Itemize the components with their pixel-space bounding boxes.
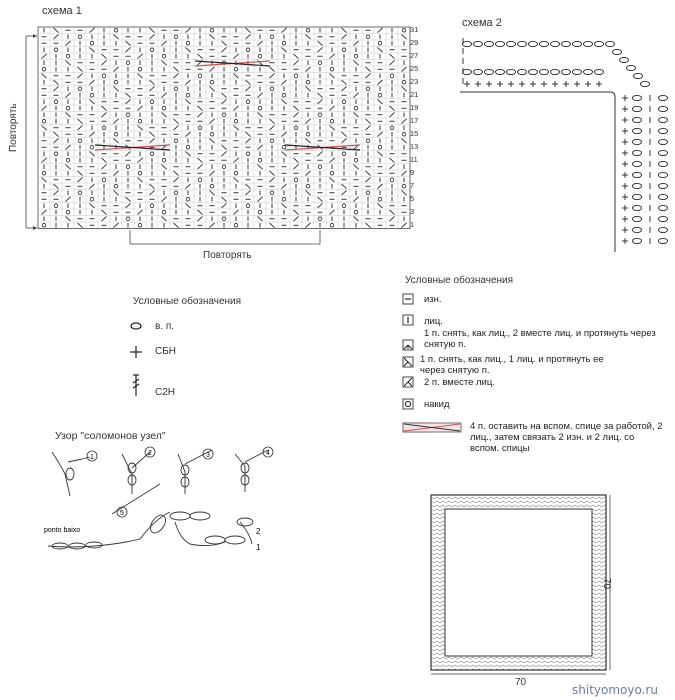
scheme1-chart: [0, 18, 440, 268]
row-number: 7: [410, 181, 415, 190]
row-number: 11: [410, 155, 418, 164]
legend-sbn: СБН: [155, 346, 177, 357]
row-1-label: 1: [256, 543, 261, 552]
row-2-label: 2: [256, 527, 261, 536]
row-number: 3: [410, 207, 415, 216]
step-4: 4: [266, 450, 270, 457]
oval-icon: [131, 323, 141, 329]
ssk-icon: [404, 358, 412, 366]
watermark: shityomoyo.ru: [572, 683, 658, 697]
legend-ssk: 1 п. снять, как лиц., 1 лиц. и протянуть ее через снятую п.: [420, 354, 604, 376]
legend-crochet-title: Условные обозначения: [133, 296, 242, 307]
repeat-horizontal-label: Повторять: [203, 250, 252, 261]
legend-cable: 4 п. оставить на вспом. спице за работой, 2 лиц., затем связать 2 изн. и 2 лиц. со вспом. спицы: [470, 421, 663, 454]
row-number: 13: [410, 142, 419, 151]
step-1: 1: [90, 454, 94, 461]
step-5: 5: [120, 510, 124, 517]
row-number: 23: [410, 77, 419, 86]
legend-vp: в. п.: [155, 321, 175, 332]
repeat-vertical-label: Повторять: [8, 103, 19, 152]
width-label: 70: [515, 677, 527, 688]
height-label: 70: [601, 578, 612, 590]
legend-s2n: С2Н: [155, 387, 176, 398]
solomon-title: Узор "соломонов узел": [55, 430, 166, 442]
k2tog-icon: [404, 378, 412, 386]
yarn-over-icon: [405, 401, 410, 406]
legend-double-decrease: 1 п. снять, как лиц., 2 вместе лиц. и протянуть через снятую п.: [424, 328, 656, 350]
row-number: 19: [410, 103, 419, 112]
row-number: 9: [410, 168, 415, 177]
legend-crochet-symbols: [128, 318, 148, 398]
row-number: 29: [410, 38, 419, 47]
solomon-illustration: [40, 444, 320, 574]
scheme2-chart: [455, 32, 670, 257]
cable-symbol-lines: [402, 422, 466, 434]
double-decrease-icon: [404, 345, 412, 349]
row-number: 25: [410, 64, 419, 73]
row-number: 27: [410, 51, 419, 60]
row-number: 1: [410, 220, 415, 229]
legend-purl: изн.: [424, 294, 442, 305]
row-number: 21: [410, 90, 419, 99]
step-3: 3: [206, 452, 210, 459]
legend-k2tog: 2 п. вместе лиц.: [424, 377, 495, 388]
double-crochet-icon: [133, 375, 139, 396]
row-number: 15: [410, 129, 419, 138]
scheme1-title: схема 1: [42, 5, 82, 17]
row-number: 5: [410, 194, 415, 203]
legend-knit-title: Условные обозначения: [405, 275, 514, 286]
plus-icon: [130, 346, 142, 358]
row-number: 17: [410, 116, 419, 125]
scheme2-title: схема 2: [462, 17, 502, 29]
legend-knit: лиц.: [424, 316, 443, 327]
ponto-baixo-label: ponto baixo: [44, 527, 81, 534]
square-diagram: [428, 492, 628, 677]
row-number: 31: [410, 25, 419, 34]
legend-yarn-over: накид: [424, 399, 450, 410]
step-2: 2: [148, 450, 152, 457]
